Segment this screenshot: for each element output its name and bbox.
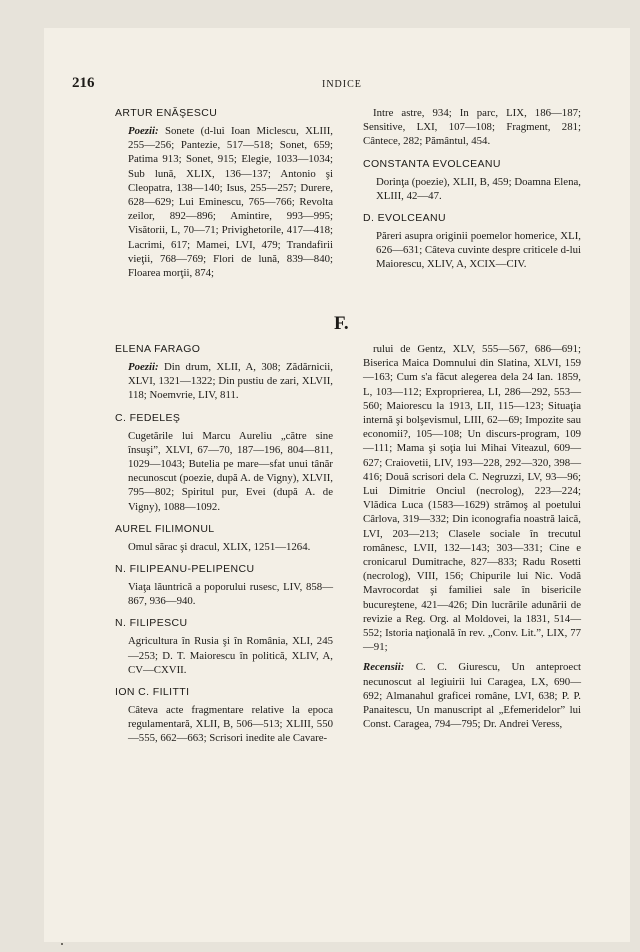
entry-label: Poezii: — [128, 361, 159, 373]
entry-body: Sonete (d-lui Ioan Miclescu, XLIII, 255—256; Pantezie, 517—518; Sonet, 659; Patima 913; Sonet, 915; Elegie, 1033—1034; Sub lună, XLIX, 136—137; Antonio şi Cleopatra, 138—140; Isus, 255—257; Durere, 628—629; Lui Eminescu, 765—766; Revolta zeilor, 892—896; Amintire, 993—995; Visătorii, L, 70—71; Privighetorile, 417—418; Lacrimi, 617; Mamei, LVI, 479; Trandafirii vieţii, 768—769; Flori de lună, 839—840; Floarea morţii, 874; — [128, 125, 333, 280]
entry-continuation: rului de Gentz, XLV, 555—567, 686—691; Biserica Maica Domnului din Slatina, XLVI, 159—163; Cum s'a făcut alegerea dela 24 Ian. 1859, L, 103—112; Exproprierea, LI, 286—292, 553—560; Maiorescu la 1913, LII, 115—123; Situaţia internă şi bolşevismul, LIII, 62—69; Impozite sau economii?, 105—108; Un discurs-program, 109—111; Mama şi soţia lui Mihai Viteazul, 609—627; Craiovetii, LIV, 193—228, 292—320, 398—416; Două scrisori dela C. Negruzzi, LV, 93—96; Lui Dimitrie Onciul (necrolog), 223—224; Vlădica Luca (1583—1629) strămoş al poetului Cârlova, 319—332; Din iconografia noastră laică, LVI, 203—213; Clasele sociale în trecutul românesc, LVII, 132—143; 303—331; Cine e cronicarul Dumitrache, 827—833; Radu Rosetti (necrolog), VIII, 156; Chipurile lui Nic. Vodă Mavrocordat şi familiei sale în bisericile bucureştene, 421—426; Din lucrările adunării de revizie a Reg. Org. al Moldovei, la 1831, 514—552; Istoria naţională în rev. „Conv. Lit.”, LIX, 77—91; — [363, 343, 581, 654]
entry-label: Recensii: — [363, 661, 405, 674]
entry-text: Viaţa lăuntrică a poporului rusesc, LIV, 858—867, 936—940. — [128, 581, 333, 608]
author-heading: CONSTANTA EVOLCEANU — [363, 157, 501, 170]
author-heading: N. FILIPEANU-PELIPENCU — [115, 563, 255, 576]
paper-speck — [61, 943, 63, 945]
entry-body: C. C. Giurescu, Un anteproect necunoscut al legiuirii lui Caragea, LX, 690—692; Almanahul graficei române, LVI, 638; P. P. Panaitescu, Un manuscript al „Efemeridelor” lui Const. Caragea, 794—795; Dr. Andrei Veress, — [363, 661, 581, 731]
entry-text — [128, 124, 333, 280]
lower-left-column — [115, 342, 333, 752]
author-heading: D. EVOLCEANU — [363, 212, 446, 225]
author-heading: ARTUR ENĂŞESCU — [115, 107, 218, 119]
author-heading: ELENA FARAGO — [115, 343, 201, 355]
lower-right-column — [363, 342, 581, 737]
author-heading: ION C. FILITTI — [115, 686, 190, 699]
entry-body: Din drum, XLII, A, 308; Zădărnicii, XLVI, 1321—1322; Din pustiu de zari, XLVII, 118; Noemvrie, LIV, 811. — [128, 361, 334, 402]
entry-text: Agricultura în Rusia şi în România, XLI, 245—253; D. T. Maiorescu în politică, XLIV, A, CV—CXVII. — [128, 635, 333, 676]
running-head: INDICE — [322, 79, 362, 90]
author-heading: C. FEDELEŞ — [115, 411, 181, 424]
section-letter: F. — [334, 313, 349, 334]
author-heading: N. FILIPESCU — [115, 617, 188, 630]
entry-text: Dorinţa (poezie), XLII, B, 459; Doamna Elena, XLIII, 42—47. — [376, 175, 581, 202]
page-number: 216 — [72, 75, 95, 91]
author-heading: AUREL FILIMONUL — [115, 522, 215, 535]
entry-text — [363, 660, 581, 731]
upper-right-column — [363, 106, 581, 278]
entry-text: Omul sărac şi dracul, XLIX, 1251—1264. — [128, 540, 311, 553]
entry-text: Cugetările lui Marcu Aureliu „către sine însuşi”, XLVI, 67—70, 187—196, 804—811, 1029—1043; Butelia pe mare—sfat unui tânăr necunoscut (poezie, după A. de Vigny), XLVII, 795—802; Spiritul pur, Evei (după A. de Vigny), 1088—1092. — [128, 429, 333, 513]
entry-text: Câteva acte fragmentare relative la epoca regulamentară, XLII, B, 506—513; XLIII, 550—555, 662—663; Scrisori inedite ale Cavare- — [128, 704, 333, 745]
upper-left-column — [115, 106, 333, 286]
entry-label: Poezii: — [128, 125, 159, 137]
entry-text: Păreri asupra originii poemelor homerice, XLI, 626—631; Câteva cuvinte despre criticele d-lui Maiorescu, XLIV, A, XCIX—CIV. — [376, 230, 581, 271]
entry-text — [128, 360, 333, 403]
entry-continuation: Intre astre, 934; In parc, LIX, 186—187; Sensitive, LXI, 107—108; Fragment, 281; Cântece, 282; Pământul, 454. — [363, 107, 581, 148]
